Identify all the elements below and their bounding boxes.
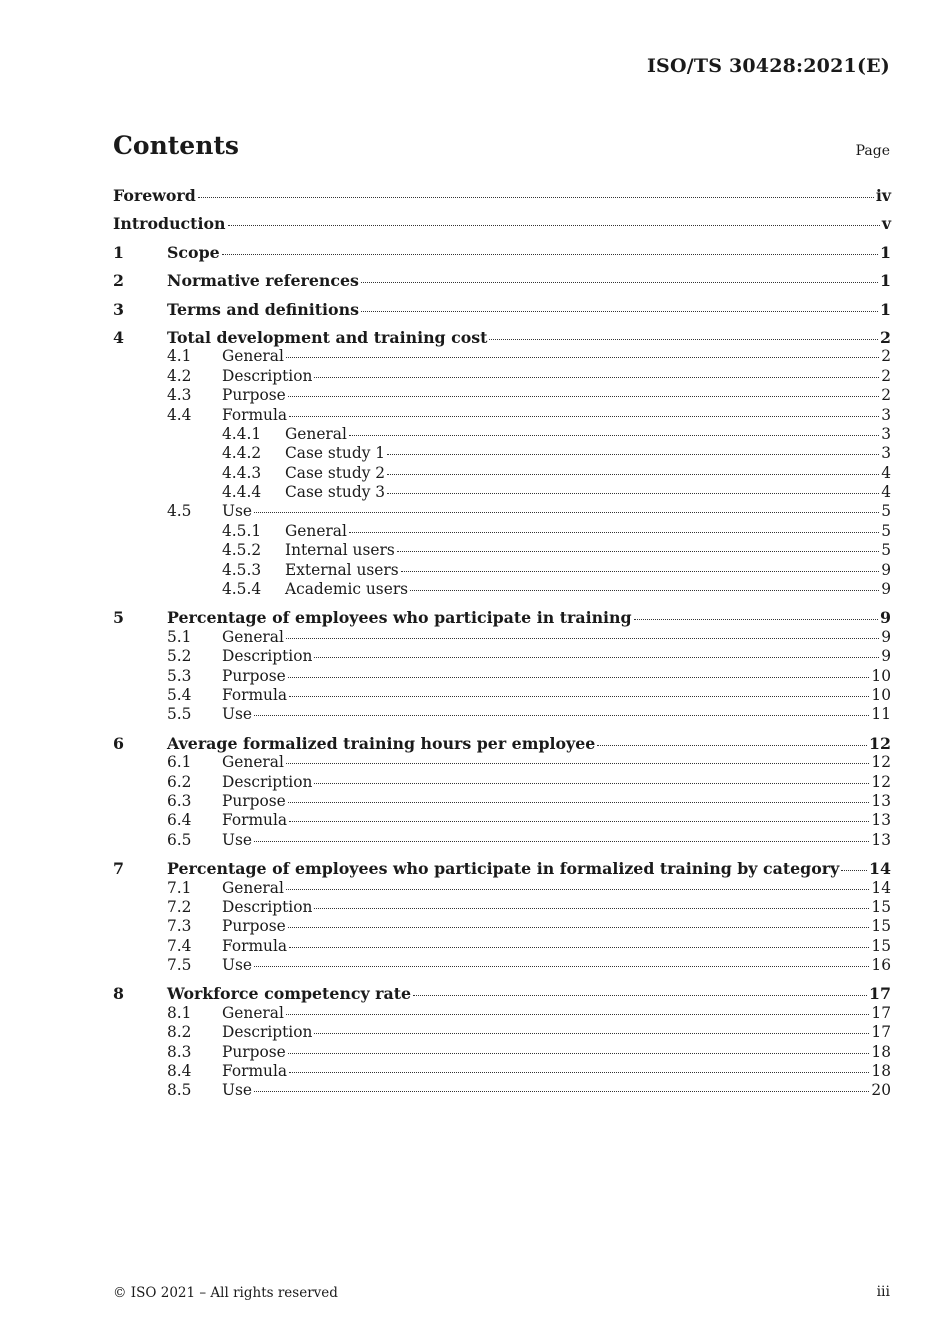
dot-leader	[401, 571, 880, 572]
toc-entry[interactable]	[113, 1004, 891, 1023]
dot-leader	[254, 841, 869, 842]
dot-leader	[288, 677, 870, 678]
toc-entry[interactable]	[113, 425, 891, 444]
toc-entry-number: 8.5	[167, 1081, 192, 1100]
toc-entry-page[interactable]: v	[881, 214, 891, 234]
toc-entry[interactable]	[113, 406, 891, 425]
toc-entry[interactable]	[113, 608, 891, 627]
dot-leader	[489, 339, 878, 340]
toc-entry-number: 5.1	[167, 627, 192, 646]
table-of-contents	[113, 186, 891, 1101]
toc-entry-title[interactable]: Formula	[222, 685, 288, 704]
toc-entry-title[interactable]: Description	[222, 1023, 313, 1042]
toc-entry-page[interactable]: 12	[871, 772, 891, 791]
toc-entry[interactable]	[113, 243, 891, 262]
toc-entry-page[interactable]: 5	[881, 502, 891, 521]
dot-leader	[289, 947, 869, 948]
toc-entry-page[interactable]: 9	[881, 647, 891, 666]
toc-entry-title[interactable]: Purpose	[222, 386, 286, 405]
dot-leader	[597, 745, 867, 746]
toc-entry-page[interactable]: 9	[881, 560, 891, 579]
dot-leader	[314, 1033, 869, 1034]
toc-entry[interactable]	[113, 502, 891, 521]
dot-leader	[286, 357, 879, 358]
toc-entry[interactable]	[113, 561, 891, 580]
toc-entry[interactable]	[113, 734, 891, 753]
toc-entry-title[interactable]: Case study 2	[285, 463, 386, 482]
toc-entry[interactable]	[113, 667, 891, 686]
toc-entry-number: 6.2	[167, 772, 192, 791]
toc-entry-page[interactable]: 9	[881, 580, 891, 599]
toc-entry-number: 4	[113, 327, 124, 347]
toc-entry-page[interactable]: 1	[880, 299, 891, 319]
toc-entry-title[interactable]: Percentage of employees who participate in formalized training by category	[167, 859, 840, 879]
dot-leader	[288, 927, 870, 928]
dot-leader	[288, 396, 879, 397]
page-column-label: Page	[855, 143, 890, 159]
toc-entry-page[interactable]: 15	[871, 897, 891, 916]
toc-entry-title[interactable]: Purpose	[222, 791, 286, 810]
toc-entry-number: 3	[113, 299, 124, 319]
toc-entry[interactable]	[113, 367, 891, 386]
toc-entry-page[interactable]: 1	[880, 242, 891, 262]
toc-entry-number: 4.5.1	[222, 521, 262, 540]
toc-entry-title[interactable]: Total development and training cost	[167, 327, 488, 347]
footer-page-number: iii	[876, 1284, 890, 1300]
toc-entry-title[interactable]: Description	[222, 366, 313, 385]
dot-leader	[288, 802, 870, 803]
toc-entry-page[interactable]: iv	[875, 186, 891, 205]
toc-entry-page[interactable]: 2	[881, 347, 891, 366]
toc-entry[interactable]	[113, 792, 891, 811]
toc-entry[interactable]	[113, 444, 891, 463]
toc-entry-title[interactable]: Percentage of employees who participate in training	[167, 608, 632, 628]
toc-entry-title[interactable]: Use	[222, 830, 252, 849]
toc-entry-title[interactable]: Purpose	[222, 1042, 286, 1061]
toc-entry-title[interactable]: General	[222, 878, 284, 897]
toc-entry-title[interactable]: General	[222, 347, 284, 366]
toc-entry-number: 7.1	[167, 878, 192, 897]
dot-leader	[286, 1014, 870, 1015]
toc-entry-page[interactable]: 9	[880, 608, 891, 628]
toc-entry-page[interactable]: 13	[871, 811, 891, 830]
toc-entry[interactable]	[113, 522, 891, 541]
toc-entry-number: 5.3	[167, 666, 192, 685]
toc-entry-title[interactable]: Normative references	[167, 271, 359, 291]
toc-entry[interactable]	[113, 898, 891, 917]
toc-entry[interactable]	[113, 214, 891, 233]
dot-leader	[314, 783, 869, 784]
toc-entry-page[interactable]: 14	[869, 859, 891, 879]
toc-entry[interactable]	[113, 956, 891, 975]
dot-leader	[349, 435, 879, 436]
toc-entry-number: 8.4	[167, 1062, 192, 1081]
dot-leader	[228, 225, 880, 226]
toc-entry[interactable]	[113, 773, 891, 792]
toc-entry-title[interactable]: Formula	[222, 936, 288, 955]
toc-entry-number: 5	[113, 608, 124, 628]
toc-entry-number: 6.4	[167, 811, 192, 830]
toc-entry-number: 4.4.4	[222, 483, 262, 502]
toc-entry-title[interactable]: General	[285, 424, 347, 443]
toc-entry-title[interactable]: Purpose	[222, 666, 286, 685]
toc-entry-title[interactable]: Use	[222, 956, 252, 975]
toc-entry[interactable]	[113, 937, 891, 956]
toc-entry[interactable]	[113, 541, 891, 560]
toc-entry[interactable]	[113, 859, 891, 878]
dot-leader	[314, 908, 869, 909]
toc-entry-number: 5.2	[167, 647, 192, 666]
toc-entry-title[interactable]: Scope	[167, 242, 220, 262]
toc-entry-number: 7	[113, 859, 124, 879]
toc-entry[interactable]	[113, 271, 891, 290]
toc-entry-title[interactable]: Formula	[222, 405, 288, 424]
toc-entry[interactable]	[113, 1043, 891, 1062]
dot-leader	[314, 377, 879, 378]
toc-entry-number: 4.4.2	[222, 444, 262, 463]
toc-entry-page[interactable]: 13	[871, 791, 891, 810]
toc-entry-page[interactable]: 2	[881, 366, 891, 385]
toc-entry-page[interactable]: 17	[869, 984, 891, 1004]
toc-entry-title[interactable]: Workforce competency rate	[167, 984, 412, 1004]
toc-entry-number: 5.5	[167, 705, 192, 724]
dot-leader	[254, 715, 869, 716]
dot-leader	[289, 821, 869, 822]
toc-entry-title[interactable]: Case study 1	[285, 444, 386, 463]
toc-entry[interactable]	[113, 628, 891, 647]
toc-entry-page[interactable]: 1	[880, 271, 891, 291]
toc-entry-title[interactable]: Purpose	[222, 917, 286, 936]
toc-entry-page[interactable]: 2	[881, 386, 891, 405]
toc-entry-page[interactable]: 5	[881, 521, 891, 540]
toc-entry-number: 4.5	[167, 502, 192, 521]
toc-entry-page[interactable]: 3	[881, 444, 891, 463]
dot-leader	[349, 532, 879, 533]
copyright-notice: © ISO 2021 – All rights reserved	[113, 1285, 338, 1301]
dot-leader	[289, 1072, 869, 1073]
toc-entry-number: 4.4.3	[222, 463, 262, 482]
toc-entry-number: 6	[113, 733, 124, 753]
toc-entry-page[interactable]: 13	[871, 830, 891, 849]
toc-entry-title[interactable]: Description	[222, 772, 313, 791]
dot-leader	[198, 197, 874, 198]
toc-entry-page[interactable]: 3	[881, 405, 891, 424]
toc-entry-title[interactable]: General	[222, 1003, 284, 1022]
dot-leader	[286, 763, 870, 764]
dot-leader	[387, 474, 879, 475]
dot-leader	[387, 493, 879, 494]
toc-entry-page[interactable]: 12	[871, 753, 891, 772]
dot-leader	[397, 551, 879, 552]
toc-entry-page[interactable]: 15	[871, 936, 891, 955]
toc-entry-number: 4.1	[167, 347, 192, 366]
toc-entry-number: 7.2	[167, 897, 192, 916]
toc-entry-number: 8.1	[167, 1003, 192, 1022]
toc-entry-page[interactable]: 20	[871, 1081, 891, 1100]
dot-leader	[254, 1091, 869, 1092]
toc-entry[interactable]	[113, 1081, 891, 1100]
toc-entry[interactable]	[113, 1062, 891, 1081]
document-id: ISO/TS 30428:2021(E)	[646, 55, 890, 77]
toc-entry-number: 6.3	[167, 791, 192, 810]
toc-entry-number: 4.4.1	[222, 424, 262, 443]
toc-entry-title[interactable]: General	[222, 627, 284, 646]
toc-entry-page[interactable]: 4	[881, 483, 891, 502]
toc-entry-title[interactable]: Use	[222, 705, 252, 724]
toc-entry-number: 4.5.2	[222, 541, 262, 560]
toc-entry-number: 2	[113, 271, 124, 291]
toc-entry[interactable]	[113, 647, 891, 666]
toc-entry-number: 4.3	[167, 386, 192, 405]
toc-entry[interactable]	[113, 686, 891, 705]
dot-leader	[289, 416, 879, 417]
toc-entry-number: 7.4	[167, 936, 192, 955]
toc-entry-page[interactable]: 17	[871, 1003, 891, 1022]
toc-entry-number: 1	[113, 242, 124, 262]
toc-entry-number: 6.1	[167, 753, 192, 772]
toc-entry-title[interactable]: Foreword	[113, 186, 196, 205]
toc-entry-title[interactable]: Terms and definitions	[167, 299, 359, 319]
toc-entry-title[interactable]: Description	[222, 647, 313, 666]
toc-entry[interactable]	[113, 831, 891, 850]
toc-entry[interactable]	[113, 879, 891, 898]
toc-entry-title[interactable]: Formula	[222, 811, 288, 830]
toc-entry-title[interactable]: General	[285, 521, 347, 540]
dot-leader	[413, 995, 867, 996]
toc-entry[interactable]	[113, 483, 891, 502]
toc-entry-title[interactable]: External users	[285, 560, 399, 579]
toc-entry-page[interactable]: 16	[871, 956, 891, 975]
dot-leader	[286, 889, 870, 890]
toc-entry[interactable]	[113, 811, 891, 830]
toc-entry-page[interactable]: 5	[881, 541, 891, 560]
toc-entry-page[interactable]: 2	[880, 327, 891, 347]
toc-entry-page[interactable]: 12	[869, 733, 891, 753]
contents-heading: Contents	[113, 131, 240, 160]
toc-entry-number: 7.3	[167, 917, 192, 936]
toc-entry[interactable]	[113, 186, 891, 205]
dot-leader	[361, 282, 878, 283]
toc-entry[interactable]	[113, 347, 891, 366]
toc-entry[interactable]	[113, 1023, 891, 1042]
toc-entry[interactable]	[113, 917, 891, 936]
dot-leader	[410, 590, 879, 591]
toc-entry-page[interactable]: 9	[881, 627, 891, 646]
dot-leader	[288, 1053, 870, 1054]
toc-entry-page[interactable]: 15	[871, 917, 891, 936]
toc-entry-number: 8.3	[167, 1042, 192, 1061]
dot-leader	[222, 254, 878, 255]
toc-entry[interactable]	[113, 705, 891, 724]
toc-entry-title[interactable]: Use	[222, 502, 252, 521]
toc-entry[interactable]	[113, 753, 891, 772]
toc-entry-page[interactable]: 18	[871, 1042, 891, 1061]
toc-entry-page[interactable]: 3	[881, 424, 891, 443]
toc-entry[interactable]	[113, 386, 891, 405]
toc-entry-number: 8	[113, 984, 124, 1004]
toc-entry-title[interactable]: Introduction	[113, 214, 226, 234]
toc-entry-number: 4.5.4	[222, 580, 262, 599]
toc-entry-title[interactable]: Average formalized training hours per employee	[167, 733, 596, 753]
dot-leader	[634, 619, 878, 620]
toc-entry-title[interactable]: General	[222, 753, 284, 772]
toc-entry[interactable]	[113, 300, 891, 319]
toc-entry[interactable]	[113, 984, 891, 1003]
toc-entry-page[interactable]: 4	[881, 463, 891, 482]
toc-entry-title[interactable]: Academic users	[285, 580, 409, 599]
toc-entry-page[interactable]: 14	[871, 878, 891, 897]
toc-entry-title[interactable]: Formula	[222, 1062, 288, 1081]
toc-entry-number: 4.5.3	[222, 560, 262, 579]
toc-entry-page[interactable]: 11	[871, 705, 891, 724]
dot-leader	[286, 638, 879, 639]
dot-leader	[254, 966, 869, 967]
toc-entry-title[interactable]: Internal users	[285, 541, 395, 560]
toc-entry-number: 8.2	[167, 1023, 192, 1042]
toc-entry-number: 4.4	[167, 405, 192, 424]
dot-leader	[254, 512, 879, 513]
toc-entry-page[interactable]: 17	[871, 1023, 891, 1042]
toc-entry-number: 7.5	[167, 956, 192, 975]
toc-entry[interactable]	[113, 328, 891, 347]
toc-entry-page[interactable]: 10	[871, 685, 891, 704]
dot-leader	[841, 870, 867, 871]
toc-entry-number: 5.4	[167, 685, 192, 704]
toc-entry[interactable]	[113, 580, 891, 599]
toc-entry-title[interactable]: Case study 3	[285, 483, 386, 502]
toc-entry-page[interactable]: 18	[871, 1062, 891, 1081]
toc-entry-number: 4.2	[167, 366, 192, 385]
toc-entry[interactable]	[113, 464, 891, 483]
toc-entry-title[interactable]: Description	[222, 897, 313, 916]
dot-leader	[289, 696, 869, 697]
dot-leader	[387, 454, 879, 455]
toc-entry-title[interactable]: Use	[222, 1081, 252, 1100]
dot-leader	[314, 657, 879, 658]
dot-leader	[361, 311, 878, 312]
toc-entry-number: 6.5	[167, 830, 192, 849]
toc-entry-page[interactable]: 10	[871, 666, 891, 685]
